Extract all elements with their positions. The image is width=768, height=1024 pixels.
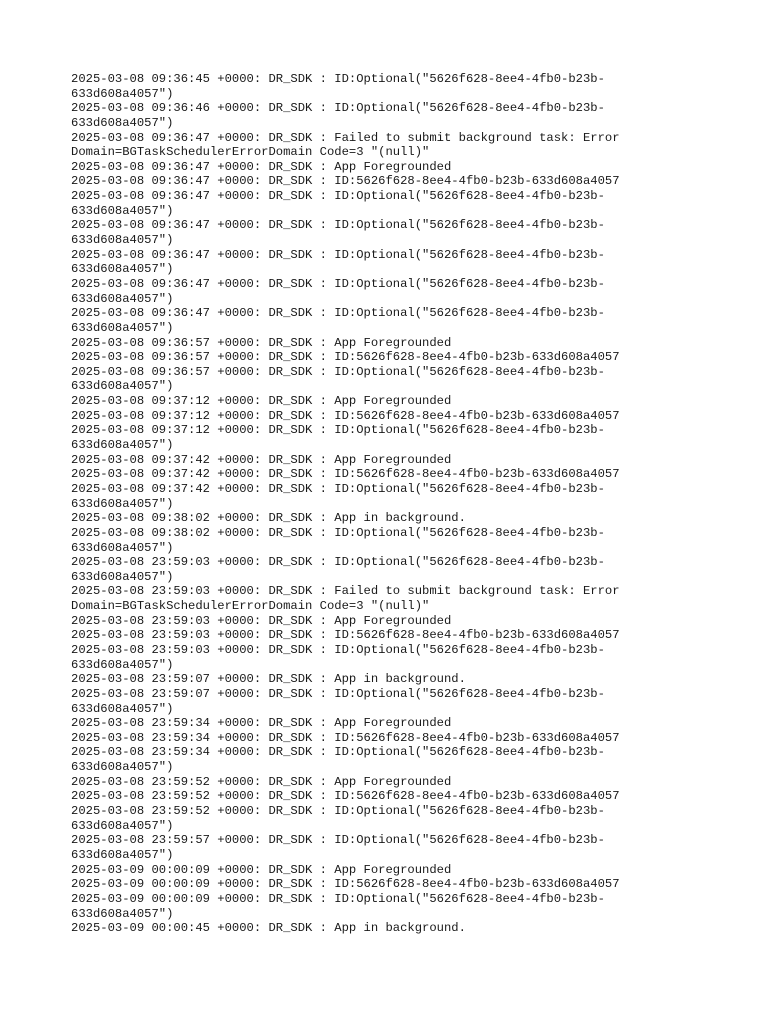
log-line: 2025-03-09 00:00:09 +0000: DR_SDK : ID:5626f628-8ee4-4fb0-b23b-633d608a4057 [71,877,620,892]
log-line: 2025-03-08 09:37:12 +0000: DR_SDK : App Foregrounded [71,394,452,409]
log-line: 633d608a4057") [71,291,174,306]
log-line: 2025-03-08 09:38:02 +0000: DR_SDK : App in background. [71,511,466,526]
log-line: 2025-03-08 09:36:47 +0000: DR_SDK : Failed to submit background task: Error [71,130,620,145]
log-line: 2025-03-08 23:59:52 +0000: DR_SDK : ID:5626f628-8ee4-4fb0-b23b-633d608a4057 [71,789,620,804]
log-line: 2025-03-09 00:00:09 +0000: DR_SDK : ID:Optional("5626f628-8ee4-4fb0-b23b- [71,891,605,906]
log-line: 633d608a4057") [71,657,174,672]
log-line: 633d608a4057") [71,760,174,775]
log-line: 2025-03-08 09:36:47 +0000: DR_SDK : ID:Optional("5626f628-8ee4-4fb0-b23b- [71,218,605,233]
log-line: 633d608a4057") [71,701,174,716]
log-line: 2025-03-08 09:36:57 +0000: DR_SDK : ID:5626f628-8ee4-4fb0-b23b-633d608a4057 [71,350,620,365]
log-text-block [71,72,691,936]
log-line: 633d608a4057") [71,569,174,584]
log-line: 633d608a4057") [71,86,174,101]
log-line: 2025-03-08 09:37:42 +0000: DR_SDK : App Foregrounded [71,452,452,467]
log-line: 2025-03-08 23:59:03 +0000: DR_SDK : App Foregrounded [71,613,452,628]
log-line: 2025-03-08 23:59:52 +0000: DR_SDK : ID:Optional("5626f628-8ee4-4fb0-b23b- [71,804,605,819]
log-line: 633d608a4057") [71,847,174,862]
log-line: 2025-03-08 23:59:57 +0000: DR_SDK : ID:Optional("5626f628-8ee4-4fb0-b23b- [71,833,605,848]
log-line: 2025-03-08 09:38:02 +0000: DR_SDK : ID:Optional("5626f628-8ee4-4fb0-b23b- [71,525,605,540]
log-line: 2025-03-08 09:37:12 +0000: DR_SDK : ID:5626f628-8ee4-4fb0-b23b-633d608a4057 [71,408,620,423]
log-line: 633d608a4057") [71,540,174,555]
log-line: 2025-03-08 09:36:46 +0000: DR_SDK : ID:Optional("5626f628-8ee4-4fb0-b23b- [71,101,605,116]
log-line: 633d608a4057") [71,262,174,277]
log-line: Domain=BGTaskSchedulerErrorDomain Code=3 "(null)" [71,599,430,614]
log-line: 2025-03-09 00:00:45 +0000: DR_SDK : App in background. [71,921,466,936]
log-line: 2025-03-08 09:36:57 +0000: DR_SDK : ID:Optional("5626f628-8ee4-4fb0-b23b- [71,364,605,379]
log-line: 2025-03-08 09:36:47 +0000: DR_SDK : ID:Optional("5626f628-8ee4-4fb0-b23b- [71,306,605,321]
log-line: 633d608a4057") [71,818,174,833]
log-line: 2025-03-09 00:00:09 +0000: DR_SDK : App Foregrounded [71,862,452,877]
log-line: 2025-03-08 23:59:34 +0000: DR_SDK : ID:Optional("5626f628-8ee4-4fb0-b23b- [71,745,605,760]
log-line: 2025-03-08 09:36:45 +0000: DR_SDK : ID:Optional("5626f628-8ee4-4fb0-b23b- [71,72,605,86]
log-line: 2025-03-08 09:36:57 +0000: DR_SDK : App Foregrounded [71,335,452,350]
log-line: 2025-03-08 23:59:34 +0000: DR_SDK : App Foregrounded [71,716,452,731]
log-line: 2025-03-08 09:36:47 +0000: DR_SDK : ID:Optional("5626f628-8ee4-4fb0-b23b- [71,189,605,204]
log-line: 2025-03-08 09:37:12 +0000: DR_SDK : ID:Optional("5626f628-8ee4-4fb0-b23b- [71,423,605,438]
log-line: 633d608a4057") [71,906,174,921]
log-line: 633d608a4057") [71,320,174,335]
log-line: 633d608a4057") [71,233,174,248]
log-line: 2025-03-08 23:59:34 +0000: DR_SDK : ID:5626f628-8ee4-4fb0-b23b-633d608a4057 [71,730,620,745]
log-line: 2025-03-08 09:36:47 +0000: DR_SDK : ID:Optional("5626f628-8ee4-4fb0-b23b- [71,247,605,262]
log-line: 2025-03-08 09:36:47 +0000: DR_SDK : App Foregrounded [71,159,452,174]
log-line: 2025-03-08 09:36:47 +0000: DR_SDK : ID:5626f628-8ee4-4fb0-b23b-633d608a4057 [71,174,620,189]
log-line: 2025-03-08 09:37:42 +0000: DR_SDK : ID:5626f628-8ee4-4fb0-b23b-633d608a4057 [71,467,620,482]
log-line: 2025-03-08 23:59:03 +0000: DR_SDK : Failed to submit background task: Error [71,584,620,599]
log-line: 2025-03-08 09:36:47 +0000: DR_SDK : ID:Optional("5626f628-8ee4-4fb0-b23b- [71,276,605,291]
log-line: 633d608a4057") [71,379,174,394]
log-line: 2025-03-08 23:59:03 +0000: DR_SDK : ID:Optional("5626f628-8ee4-4fb0-b23b- [71,642,605,657]
log-line: 2025-03-08 23:59:03 +0000: DR_SDK : ID:5626f628-8ee4-4fb0-b23b-633d608a4057 [71,628,620,643]
log-line: 633d608a4057") [71,496,174,511]
log-line: 633d608a4057") [71,115,174,130]
log-line: 633d608a4057") [71,438,174,453]
log-line: 2025-03-08 23:59:03 +0000: DR_SDK : ID:Optional("5626f628-8ee4-4fb0-b23b- [71,555,605,570]
log-line: 2025-03-08 23:59:52 +0000: DR_SDK : App Foregrounded [71,774,452,789]
log-line: Domain=BGTaskSchedulerErrorDomain Code=3 "(null)" [71,145,430,160]
log-line: 633d608a4057") [71,203,174,218]
log-line: 2025-03-08 23:59:07 +0000: DR_SDK : ID:Optional("5626f628-8ee4-4fb0-b23b- [71,686,605,701]
log-line: 2025-03-08 23:59:07 +0000: DR_SDK : App in background. [71,672,466,687]
log-line: 2025-03-08 09:37:42 +0000: DR_SDK : ID:Optional("5626f628-8ee4-4fb0-b23b- [71,481,605,496]
